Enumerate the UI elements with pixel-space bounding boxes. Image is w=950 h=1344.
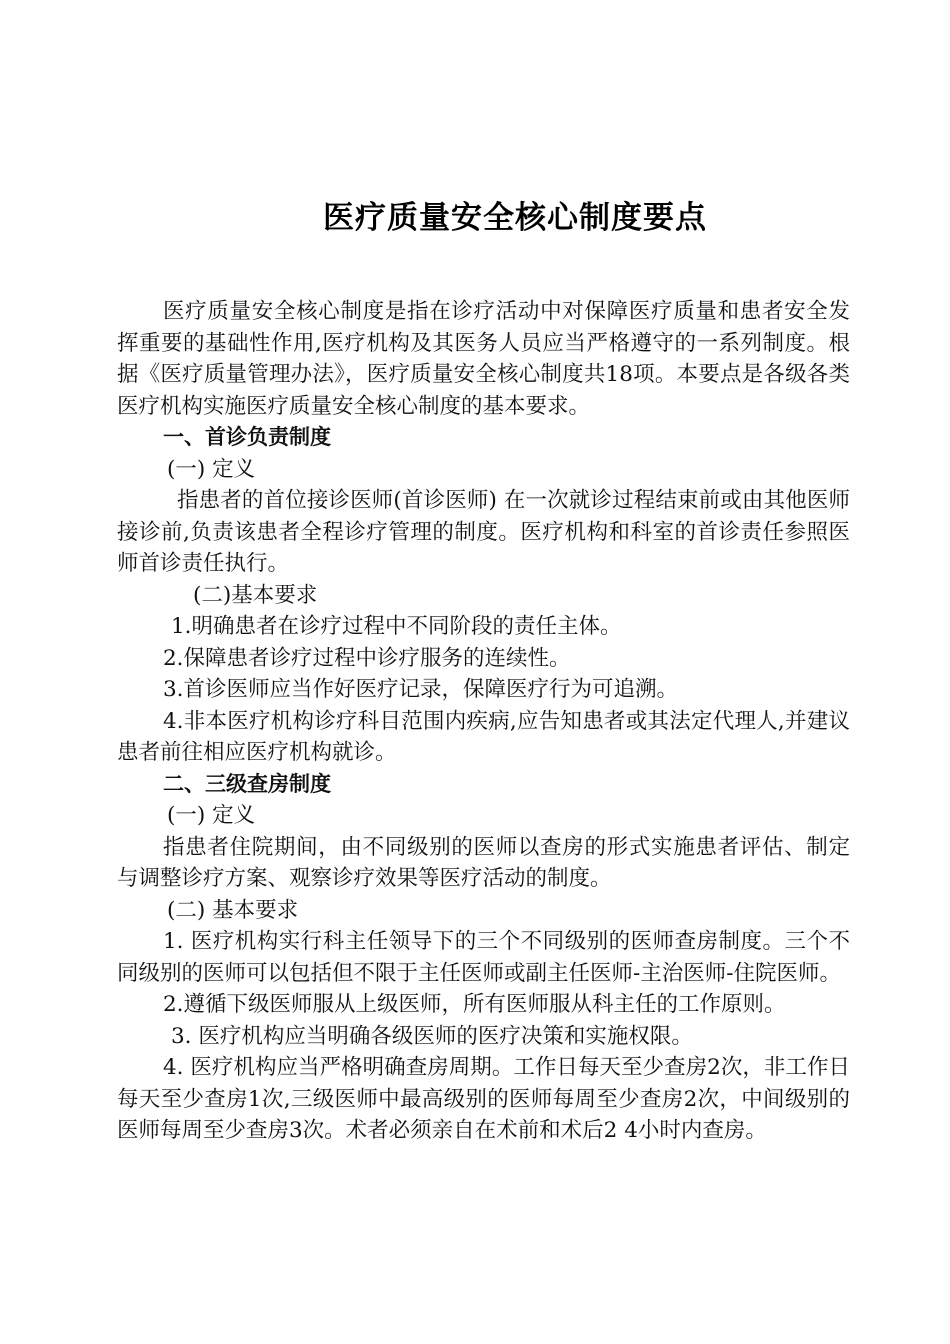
list-item: 1.明确患者在诊疗过程中不同阶段的责任主体。	[171, 614, 622, 639]
subheading-definition: (一) 定义	[167, 456, 256, 482]
section-heading-ward-rounds: 二、三级查房制度	[163, 771, 331, 796]
document-title: 医疗质量安全核心制度要点	[323, 200, 707, 236]
list-item: 2.遵循下级医师服从上级医师，所有医师服从科主任的工作原则。	[163, 992, 786, 1017]
list-item: 3. 医疗机构应当明确各级医师的医疗决策和实施权限。	[171, 1023, 693, 1049]
intro-paragraph: 医疗质量安全核心制度是指在诊疗活动中对保障医疗质量和患者安全发挥重要的基础性作用,医疗机构及其医务人员应当严格遵守的一系列制度。根据《医疗质量管理办法》，医疗质量安全核心制度共18项。本要点是各级各类医疗机构实施医疗质量安全核心制度的基本要求。	[117, 299, 850, 419]
list-item: 2.保障患者诊疗过程中诊疗服务的连续性。	[163, 645, 571, 671]
subheading-requirements: (二)基本要求	[193, 582, 318, 608]
definition-paragraph: 指患者的首位接诊医师(首诊医师) 在一次就诊过程结束前或由其他医师接诊前,负责该患者全程诊疗管理的制度。医疗机构和科室的首诊责任参照医师首诊责任执行。	[117, 488, 850, 576]
list-item: 1. 医疗机构实行科主任领导下的三个不同级别的医师查房制度。三个不同级别的医师可以包括但不限于主任医师或副主任医师-主治医师-住院医师。	[117, 929, 850, 986]
definition-paragraph: 指患者住院期间，由不同级别的医师以查房的形式实施患者评估、制定与调整诊疗方案、观察诊疗效果等医疗活动的制度。	[117, 834, 850, 891]
list-item: 4. 医疗机构应当严格明确查房周期。工作日每天至少查房2次，非工作日每天至少查房1次,三级医师中最高级别的医师每周至少查房2次，中间级别的医师每周至少查房3次。术者必须亲自在术前和术后2 4小时内查房。	[117, 1055, 850, 1143]
subheading-definition: (一) 定义	[167, 803, 256, 828]
list-item: 3.首诊医师应当作好医疗记录，保障医疗行为可追溯。	[163, 677, 679, 702]
list-item: 4.非本医疗机构诊疗科目范围内疾病,应告知患者或其法定代理人,并建议患者前往相应医疗机构就诊。	[117, 708, 850, 765]
subheading-requirements: (二) 基本要求	[167, 897, 299, 923]
section-heading-first-visit: 一、首诊负责制度	[163, 425, 331, 449]
document-body	[117, 296, 850, 1147]
